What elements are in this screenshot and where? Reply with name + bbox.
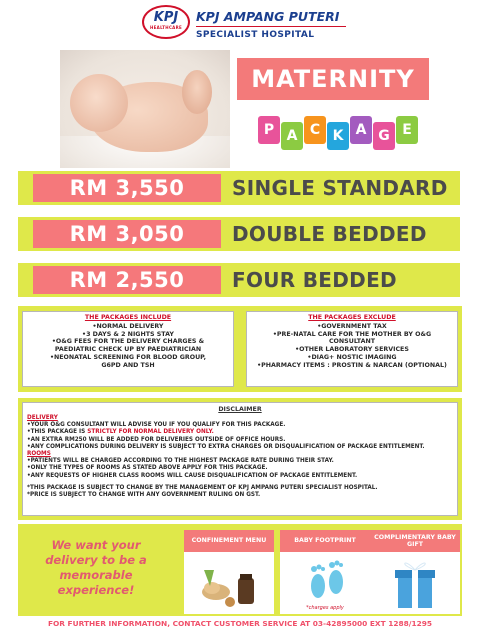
package-letter-tag: G bbox=[373, 122, 395, 150]
price-amount: RM 3,550 bbox=[69, 176, 185, 200]
includes-box bbox=[22, 311, 234, 387]
gift-box-icon bbox=[370, 552, 460, 614]
disclaimer-line: •THIS PACKAGE IS STRICTLY FOR NORMAL DELIVERY ONLY. bbox=[27, 429, 214, 436]
list-item: CONSULTANT bbox=[328, 338, 376, 346]
baby-footprint-card bbox=[280, 530, 370, 614]
price-row-double bbox=[0, 217, 480, 251]
package-letter-tag: K bbox=[327, 122, 349, 150]
tagline: We want your delivery to be a memorable experience! bbox=[45, 538, 147, 597]
baby-photo bbox=[60, 50, 230, 168]
food-icon bbox=[184, 552, 274, 614]
list-item: •NORMAL DELIVERY bbox=[92, 323, 164, 330]
kpj-logo bbox=[142, 5, 190, 39]
package-letter-tag: E bbox=[396, 116, 418, 144]
disclaimer-note: *THIS PACKAGE IS SUBJECT TO CHANGE BY THE MANAGEMENT OF KPJ AMPANG PUTERI SPECIALIST HOSPITAL. bbox=[27, 484, 378, 491]
price-row-single bbox=[0, 171, 480, 205]
list-item: •DIAG+ NOSTIC IMAGING bbox=[307, 353, 397, 361]
card-label: CONFINEMENT MENU bbox=[184, 530, 274, 552]
benefits-panel bbox=[18, 524, 462, 616]
package-letter-tag: C bbox=[304, 116, 326, 144]
room-type: FOUR BEDDED bbox=[232, 268, 397, 292]
disclaimer-line: •YOUR O&G CONSULTANT WILL ADVISE YOU IF YOU QUALIFY FOR THIS PACKAGE. bbox=[27, 422, 286, 429]
list-item: •OTHER LABORATORY SERVICES bbox=[295, 346, 409, 354]
list-item: PAEDIATRIC CHECK UP BY PAEDIATRICIAN bbox=[54, 346, 202, 354]
baby-gift-card bbox=[370, 530, 460, 614]
excludes-heading: THE PACKAGES EXCLUDE bbox=[308, 314, 396, 321]
disclaimer-line: •ANY COMPLICATIONS DURING DELIVERY IS SUBJECT TO EXTRA CHARGES OR DISQUALIFICATION OF PACKAGE ENTITLEMENT. bbox=[27, 443, 425, 450]
list-item: •PRE-NATAL CARE FOR THE MOTHER BY O&G bbox=[272, 330, 432, 338]
maternity-title: MATERNITY bbox=[251, 65, 415, 93]
room-type: DOUBLE BEDDED bbox=[232, 222, 427, 246]
disclaimer-box bbox=[22, 402, 458, 516]
package-details-panel bbox=[18, 306, 462, 392]
rooms-heading: ROOMS bbox=[27, 451, 51, 458]
disclaimer-line: •PATIENTS WILL BE CHARGED ACCORDING TO THE HIGHEST PACKAGE RATE DURING THEIR STAY. bbox=[27, 458, 334, 465]
logo-text: KPJ bbox=[153, 10, 179, 25]
maternity-title-box bbox=[237, 58, 429, 100]
footprint-icon bbox=[280, 552, 370, 606]
price-amount: RM 2,550 bbox=[69, 268, 185, 292]
list-item: •NEONATAL SCREENING FOR BLOOD GROUP, bbox=[49, 353, 207, 361]
package-letter-tag: A bbox=[281, 122, 303, 150]
price-row-four bbox=[0, 263, 480, 297]
disclaimer-note: *PRICE IS SUBJECT TO CHANGE WITH ANY GOVERNMENT RULING ON GST. bbox=[27, 492, 261, 499]
disclaimer-panel bbox=[18, 398, 462, 520]
card-label: COMPLIMENTARY BABY GIFT bbox=[370, 530, 460, 552]
list-item: •3 DAYS & 2 NIGHTS STAY bbox=[82, 330, 174, 338]
card-label: BABY FOOTPRINT bbox=[280, 530, 370, 552]
confinement-menu-card bbox=[184, 530, 274, 614]
hospital-subtitle: SPECIALIST HOSPITAL bbox=[196, 30, 315, 40]
delivery-heading: DELIVERY bbox=[27, 415, 58, 421]
list-item: •PHARMACY ITEMS : PROSTIN & NARCAN (OPTIONAL) bbox=[257, 361, 447, 369]
logo-subtext: HEALTHCARE bbox=[150, 25, 182, 30]
hospital-name: KPJ AMPANG PUTERI bbox=[196, 9, 346, 27]
includes-heading: THE PACKAGES INCLUDE bbox=[84, 314, 172, 321]
package-letter-tag: P bbox=[258, 116, 280, 144]
contact-info: FOR FURTHER INFORMATION, CONTACT CUSTOMER SERVICE AT 03-42895000 EXT 1288/1295 bbox=[47, 619, 433, 628]
disclaimer-title: DISCLAIMER bbox=[218, 406, 262, 413]
excludes-box bbox=[246, 311, 458, 387]
package-tags bbox=[258, 102, 418, 152]
list-item: •GOVERNMENT TAX bbox=[317, 323, 387, 330]
disclaimer-line: •ONLY THE TYPES OF ROOMS AS STATED ABOVE APPLY FOR THIS PACKAGE. bbox=[27, 465, 268, 472]
list-item: G6PD AND TSH bbox=[101, 361, 155, 369]
charges-note: *charges apply bbox=[306, 605, 344, 611]
list-item: •O&G FEES FOR THE DELIVERY CHARGES & bbox=[51, 338, 205, 346]
room-type: SINGLE STANDARD bbox=[232, 176, 448, 200]
disclaimer-line: •ANY REQUESTS OF HIGHER CLASS ROOMS WILL CAUSE DISQUALIFICATION OF PACKAGE ENTITLEMENT. bbox=[27, 472, 358, 479]
package-letter-tag: A bbox=[350, 116, 372, 144]
price-amount: RM 3,050 bbox=[69, 222, 185, 246]
disclaimer-line: •AN EXTRA RM250 WILL BE ADDED FOR DELIVERIES OUTSIDE OF OFFICE HOURS. bbox=[27, 436, 286, 443]
